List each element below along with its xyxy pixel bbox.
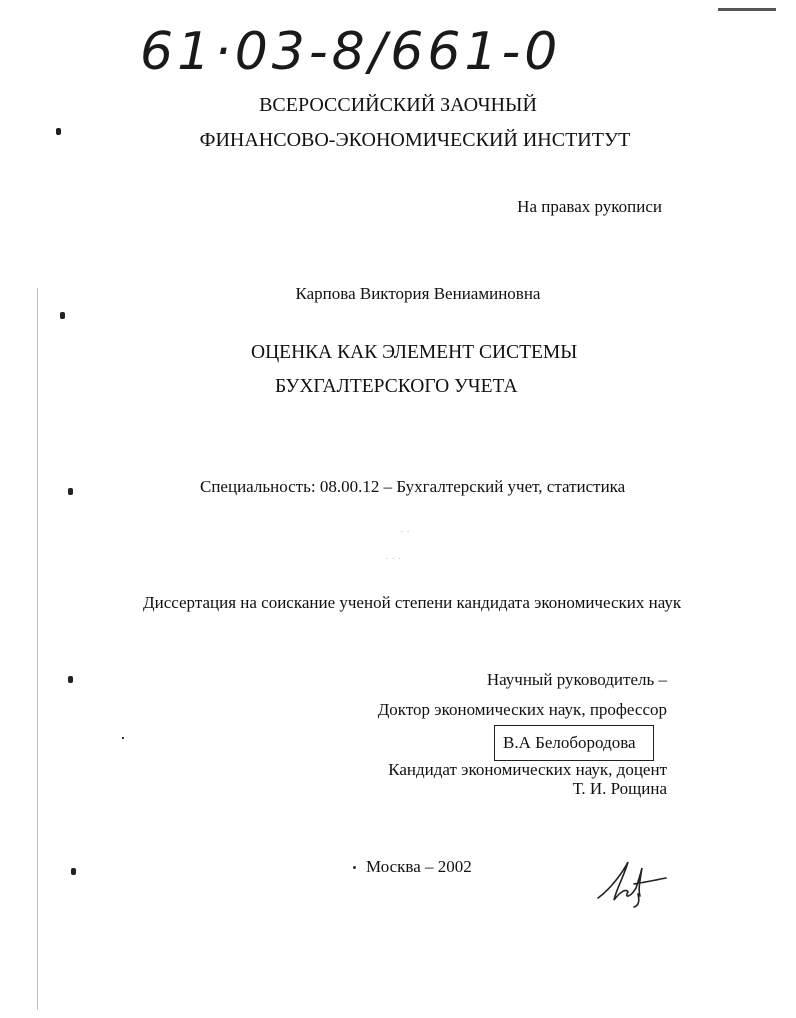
- institution-line-1: ВСЕРОССИЙСКИЙ ЗАОЧНЫЙ: [259, 94, 537, 116]
- handwritten-archive-code: 61·03-8/661-0: [140, 22, 562, 82]
- scan-speck: [68, 488, 73, 495]
- bleed-through-mark: · · ·: [385, 553, 402, 565]
- supervisor-degree-2: Кандидат экономических наук, доцент: [388, 760, 667, 779]
- scan-speck: [353, 866, 356, 869]
- bleed-through-mark: · ·: [400, 526, 411, 538]
- scan-speck: [71, 868, 76, 875]
- author-name: Карпова Виктория Вениаминовна: [295, 284, 541, 303]
- supervisor-degree-1: Доктор экономических наук, профессор: [377, 700, 667, 719]
- dissertation-title-line-1: ОЦЕНКА КАК ЭЛЕМЕНТ СИСТЕМЫ: [251, 342, 578, 363]
- dissertation-title-line-2: БУХГАЛТЕРСКОГО УЧЕТА: [275, 376, 518, 397]
- specialty-line: Специальность: 08.00.12 – Бухгалтерский учет, статистика: [200, 477, 626, 496]
- scan-speck: [122, 737, 124, 739]
- supervisor-heading: Научный руководитель –: [486, 670, 667, 689]
- scan-top-right-mark: [718, 8, 776, 11]
- place-year: Москва – 2002: [366, 857, 472, 876]
- supervisor-name-2: Т. И. Рощина: [572, 779, 667, 798]
- institution-line-2: ФИНАНСОВО-ЭКОНОМИЧЕСКИЙ ИНСТИТУТ: [199, 129, 631, 151]
- signature-scribble: [594, 858, 674, 908]
- supervisor-name-1-boxed: В.А Белобородова: [494, 725, 654, 761]
- dissertation-purpose: Диссертация на соискание ученой степени кандидата экономических наук: [143, 593, 682, 612]
- scan-left-margin-line: [37, 288, 38, 1010]
- scan-speck: [68, 676, 73, 683]
- scan-speck: [60, 312, 65, 319]
- manuscript-note: На правах рукописи: [517, 197, 662, 216]
